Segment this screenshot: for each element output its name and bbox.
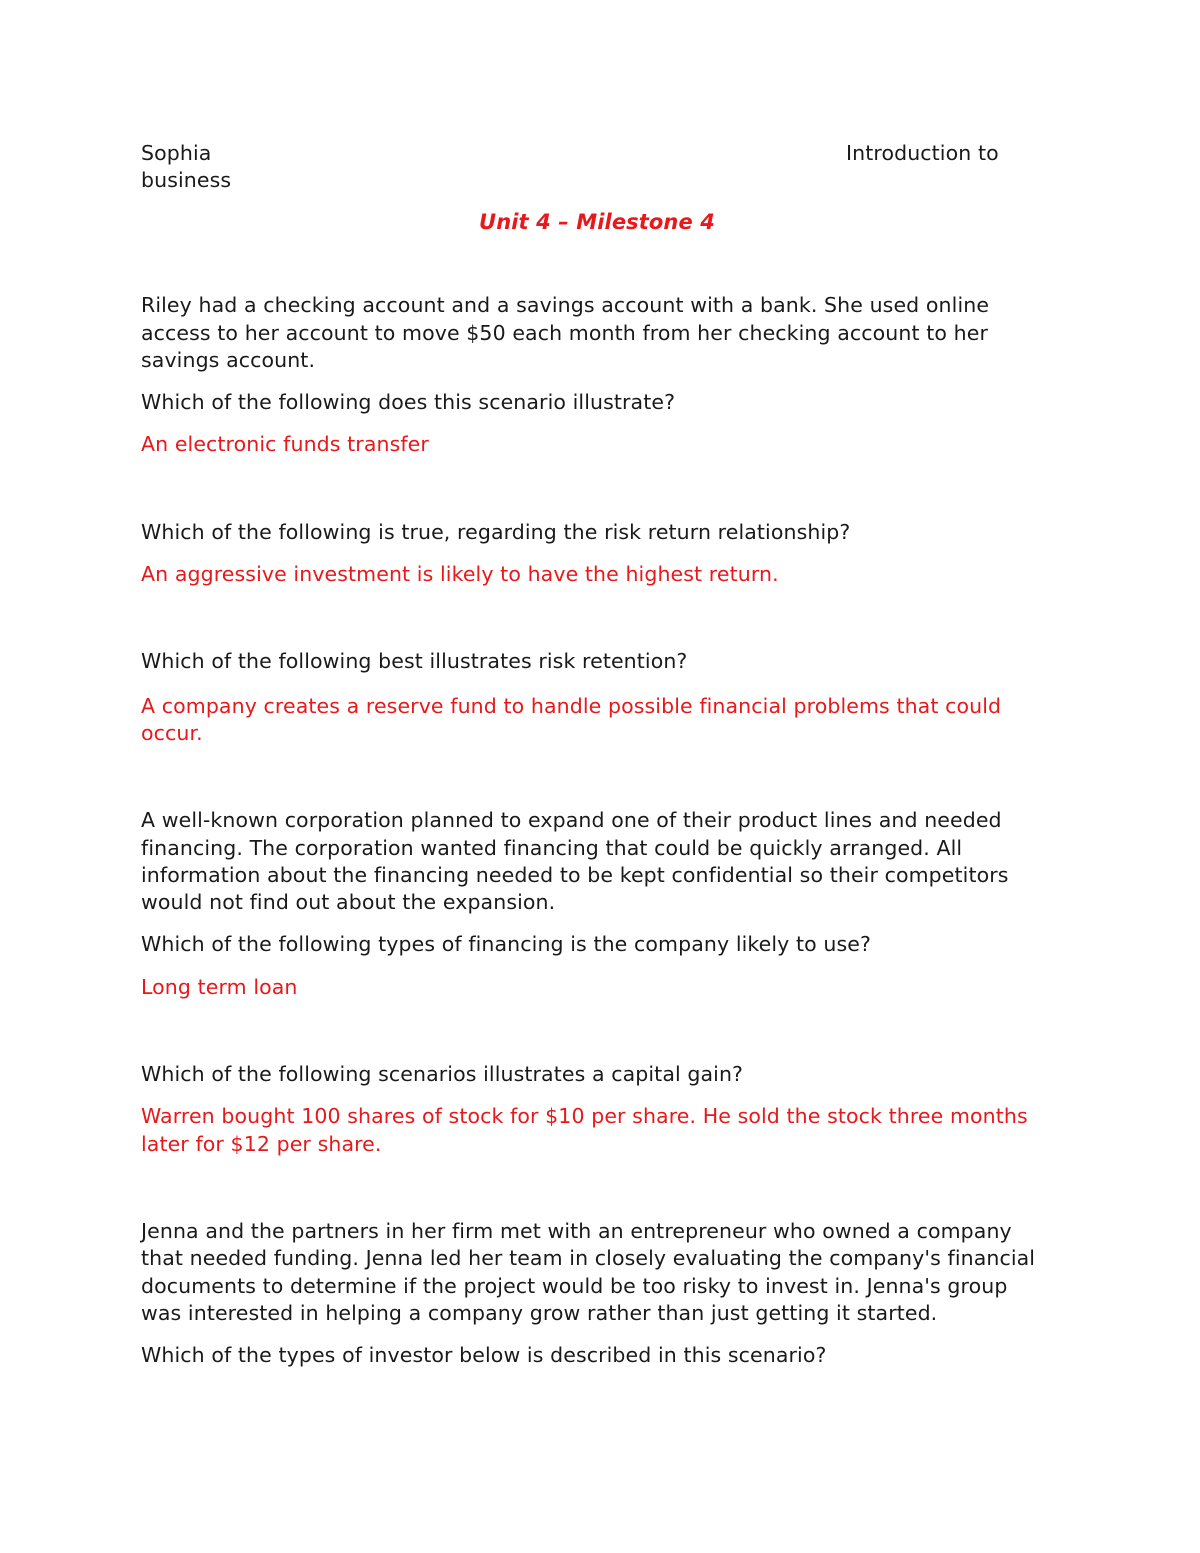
course-name-line2: business: [141, 168, 232, 192]
page-title: Unit 4 – Milestone 4: [479, 210, 715, 235]
question-text: Which of the following is true, regarding the risk return relationship?: [141, 519, 851, 544]
question-text: Which of the types of investor below is described in this scenario?: [141, 1343, 827, 1368]
question-text: Which of the following types of financing is the company likely to use?: [141, 932, 871, 957]
course-name-line1: Introduction to: [846, 141, 999, 165]
header: [141, 140, 1053, 167]
answer-text: A company creates a reserve fund to handle possible financial problems that could occur.: [141, 693, 1002, 745]
question-text: Which of the following scenarios illustrates a capital gain?: [141, 1062, 744, 1087]
question-text: Which of the following best illustrates risk retention?: [141, 649, 688, 674]
scenario-text: Riley had a checking account and a savings account with a bank. She used online access to her account to move $50 each month from her checking account to her savings account.: [141, 293, 990, 372]
student-name: Sophia: [141, 141, 212, 165]
answer-text: Long term loan: [141, 974, 298, 999]
scenario-text: A well-known corporation planned to expand one of their product lines and needed financing. The corporation wanted financing that could be quickly arranged. All information about the financing needed to be kept confidential so their competitors would not find out about the expansion.: [141, 808, 1009, 915]
scenario-text: Jenna and the partners in her firm met with an entrepreneur who owned a company that needed funding. Jenna led her team in closely evaluating the company's financial documents to determine if the project would be too risky to invest in. Jenna's group was interested in helping a company grow rather than just getting it started.: [141, 1218, 1036, 1325]
document-page: [141, 140, 1053, 1369]
answer-text: Warren bought 100 shares of stock for $10 per share. He sold the stock three months later for $12 per share.: [141, 1104, 1028, 1156]
question-text: Which of the following does this scenario illustrate?: [141, 390, 676, 415]
answer-text: An aggressive investment is likely to have the highest return.: [141, 562, 779, 587]
answer-text: An electronic funds transfer: [141, 432, 429, 457]
